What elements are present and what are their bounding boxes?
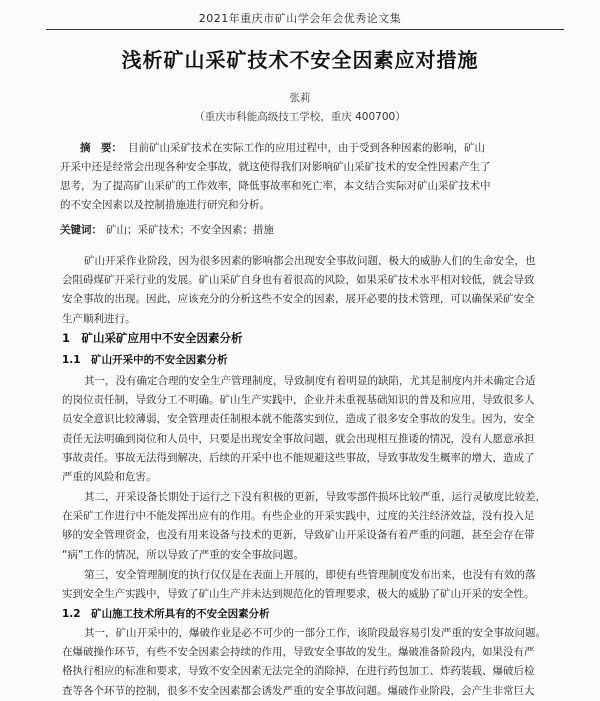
section-1-1-paragraph-1: 其一，没有确定合理的安全生产管理制度，导致制度有着明显的缺陷，尤其是制度内并未确定合适 的岗位责任制，导致分工不明确。矿山生产实践中，企业并未重视基础知识的普及和应用，导致很多人 员安全意识比较薄弱，安全管理责任制根本就不能落实到位，造成了很多安全事故的发生。因为，安全 责任无法明确到岗位和人员中，只要是出现安全事故问题，就会出现相互推诿的情况，没有人愿意承担 事故责任。事故无法得到解决，后续的开采中也不能规避这些事故，导致事故发生概率的增大，造成了 严重的风险和危害。 — [62, 375, 536, 484]
abstract-label: 摘 要： — [80, 142, 122, 154]
section-1-2-heading: 1.2 矿山施工技术所具有的不安全因素分析 — [62, 608, 270, 620]
section-1-1-heading: 1.1 矿山开采中的不安全因素分析 — [62, 354, 228, 366]
paper-title: 浅析矿山采矿技术不安全因素应对措施 — [121, 48, 479, 72]
keywords — [60, 222, 530, 237]
abstract-line-2: 开采中还是经常会出现各种安全事故，就这使得我们对影响矿山采矿技术的安全性因素产生了 — [60, 161, 491, 173]
abstract — [60, 139, 530, 215]
keywords-label: 关键词： — [60, 224, 102, 236]
affiliation: （重庆市科能高级技工学校，重庆 400700） — [194, 111, 406, 123]
intro-paragraph: 矿山开采作业阶段，因为很多因素的影响都会出现安全事故问题，极大的威胁人们的生命安全，也 会阻碍煤矿开采行业的发展。矿山采矿自身也有着很高的风险，如果采矿技术水平相对较低，就会导致 安全事故的出现。因此，应该充分的分析这些不安全的因素，展开必要的技术管理，可以确保采矿安全 生产顺利进行。 — [62, 255, 536, 325]
header-rule — [46, 29, 564, 30]
section-1-heading: 1 矿山采矿应用中不安全因素分析 — [62, 331, 243, 345]
section-1-1-paragraph-3: 第三，安全管理制度的执行仅仅是在表面上开展的，即使有些管理制度发布出来，也没有有效的落 实到安全生产实践中，导致了矿山生产并未达到规范化的管理要求，极大的威胁了矿山开采的安全性。 — [62, 569, 536, 601]
section-1-2-paragraph-1: 其一，矿山开采中的，爆破作业是必不可少的一部分工作，该阶段最容易引发严重的安全事故问题。 在爆破操作环节，有些不安全因素会持续的作用，导致安全事故的发生。爆破准备阶段内，如果没有严 格执行相应的标准和要求，导致不安全因素无法完全的消除掉，在进行药包加工、炸药装载、爆破后检 查等各个环节的控制，很多不安全因素都会诱发严重的安全事故问题。爆破作业阶段，会产生非常巨大 — [62, 627, 546, 697]
abstract-line-4: 的不安全因素以及控制措施进行研究和分析。 — [60, 199, 270, 211]
abstract-line-1: 摘 要： 目前矿山采矿技术在实际工作的应用过程中，由于受到各种因素的影响，矿山 — [80, 142, 485, 154]
section-1-1-paragraph-2: 其二，开采设备长期处于运行之下没有积极的更新，导致零部件损坏比较严重，运行灵敏度比较差， 在采矿工作进行中不能发挥出应有的作用。有些企业的开采实践中，过度的关注经济效益，没有投入足 够的安全管理资金，也没有用来设备与技术的更新，导致矿山开采设备有着严重的问题，甚至会存在带 “病”工作的情况，所以导致了严重的安全事故问题。 — [62, 491, 546, 561]
keywords-text: 矿山；采矿技术；不安全因素；措施 — [106, 224, 274, 236]
abstract-line-3: 思考，为了提高矿山采矿的工作效率，降低事故率和死亡率，本文结合实际对矿山采矿技术中 — [60, 180, 491, 192]
author: 张莉 — [289, 92, 311, 104]
running-header: 2021年重庆市矿山学会年会优秀论文集 — [198, 12, 402, 25]
